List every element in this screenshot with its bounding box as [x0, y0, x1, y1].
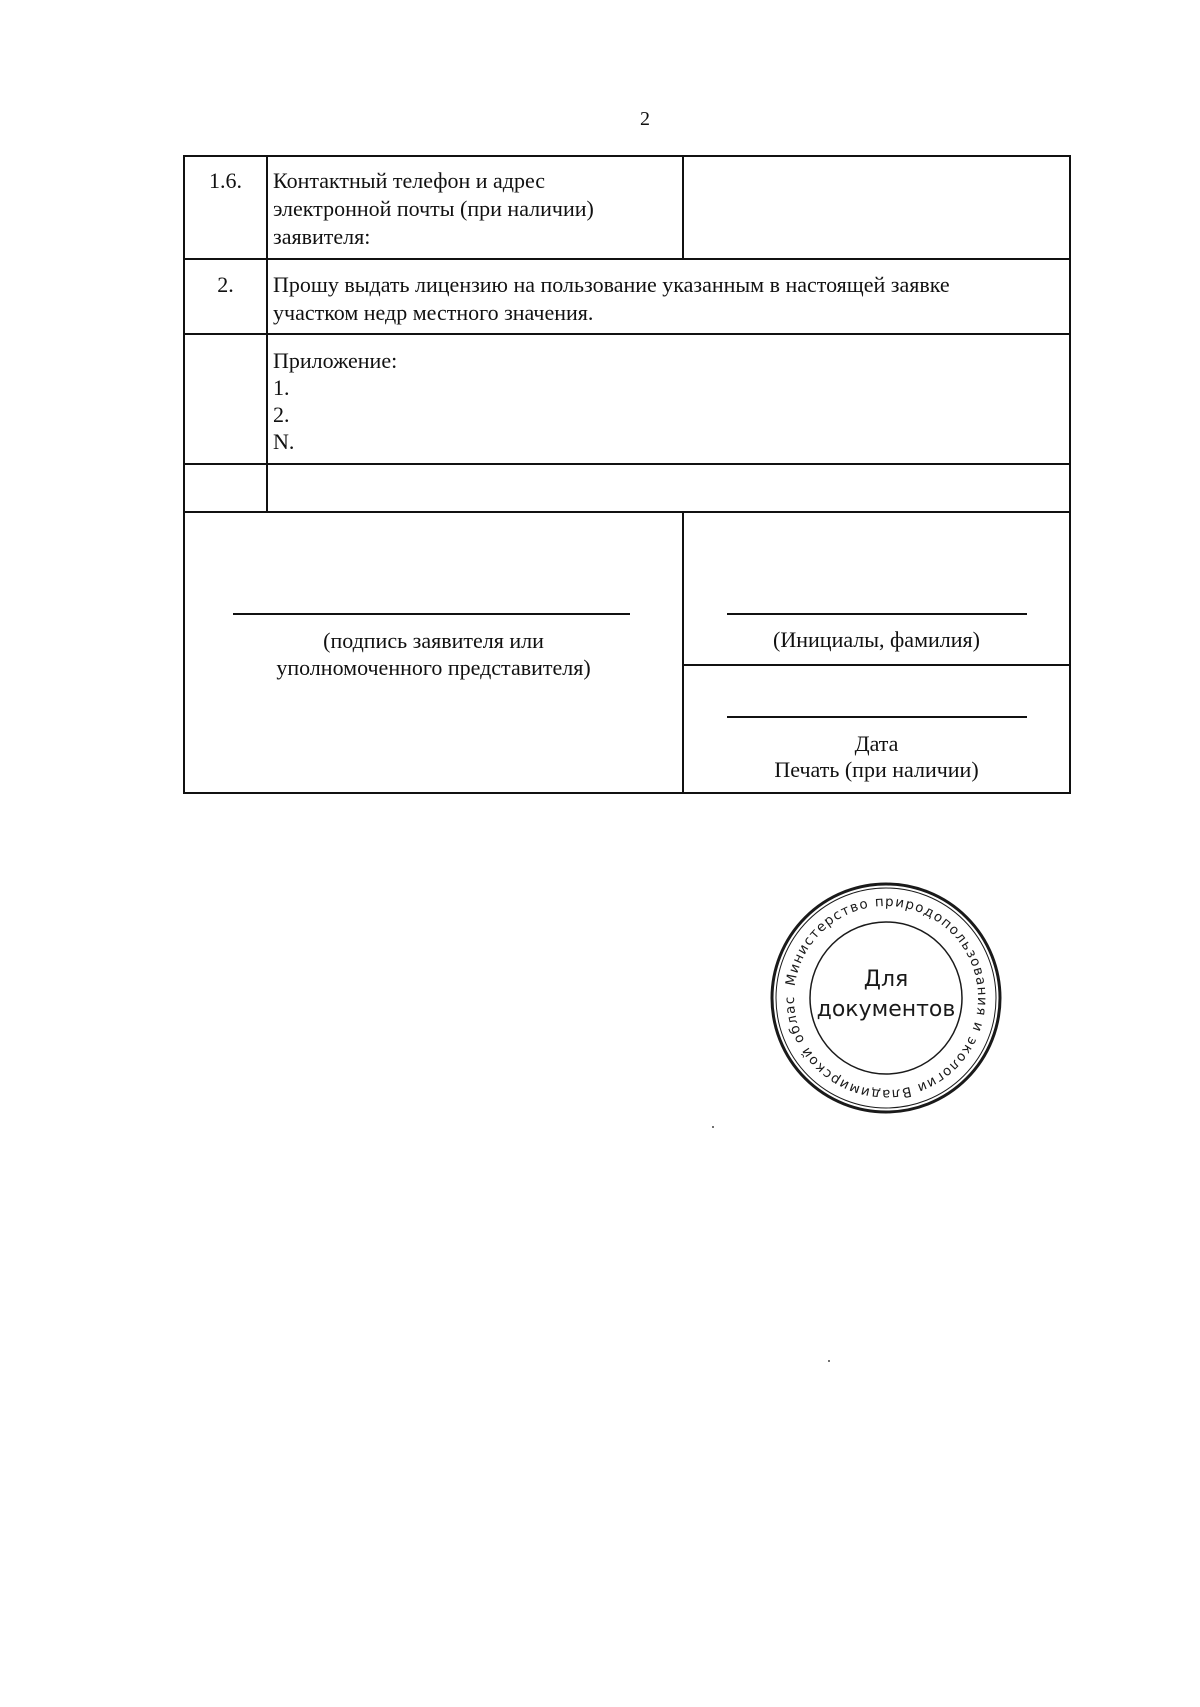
initials-signature-line [727, 613, 1027, 615]
seal-label: Печать (при наличии) [774, 757, 979, 782]
value-column-divider [682, 155, 684, 260]
applicant-signature-line [233, 613, 630, 615]
stamp-ring-text: Министерство природопользования и экологии Владимирской облас [781, 893, 991, 1103]
table-divider-4 [183, 511, 1071, 513]
row-1-6-label-line-2: электронной почты (при наличии) [273, 196, 594, 221]
number-column-divider [266, 155, 268, 513]
table-border-top [183, 155, 1071, 157]
date-signature-line [727, 716, 1027, 718]
row-1-6-value-field[interactable] [690, 168, 1060, 248]
attachment-item-1: 1. [273, 375, 290, 400]
attachments-title: Приложение: [273, 348, 398, 373]
table-divider-2 [183, 333, 1071, 335]
initials-caption: (Инициалы, фамилия) [773, 627, 980, 652]
official-stamp [768, 880, 1004, 1116]
table-divider-3 [183, 463, 1071, 465]
scan-speck-1 [712, 1126, 714, 1128]
row-1-6-label-line-3: заявителя: [273, 224, 371, 249]
scan-speck-2 [828, 1360, 830, 1362]
row-2-text-line-2: участком недр местного значения. [273, 300, 594, 325]
row-2-text-line-1: Прошу выдать лицензию на пользование указанным в настоящей заявке [273, 272, 950, 297]
applicant-caption-line-1: (подпись заявителя или [323, 628, 544, 653]
table-border-left [183, 155, 185, 794]
stamp-center-line-2: документов [816, 997, 956, 1022]
page-number: 2 [640, 108, 650, 130]
table-divider-1 [183, 258, 1071, 260]
row-1-6-label-line-1: Контактный телефон и адрес [273, 168, 546, 193]
attachment-item-n: N. [273, 429, 295, 454]
stamp-center-line-1: Для [863, 967, 909, 992]
applicant-caption-line-2: уполномоченного представителя) [276, 655, 591, 680]
table-divider-initials [682, 664, 1071, 666]
table-border-right [1069, 155, 1071, 794]
date-label: Дата [854, 731, 899, 756]
row-1-6-number: 1.6. [209, 168, 242, 193]
table-border-bottom [183, 792, 1071, 794]
row-2-number: 2. [217, 272, 234, 297]
attachment-item-2: 2. [273, 402, 290, 427]
stamp-graphic [768, 880, 1004, 1116]
